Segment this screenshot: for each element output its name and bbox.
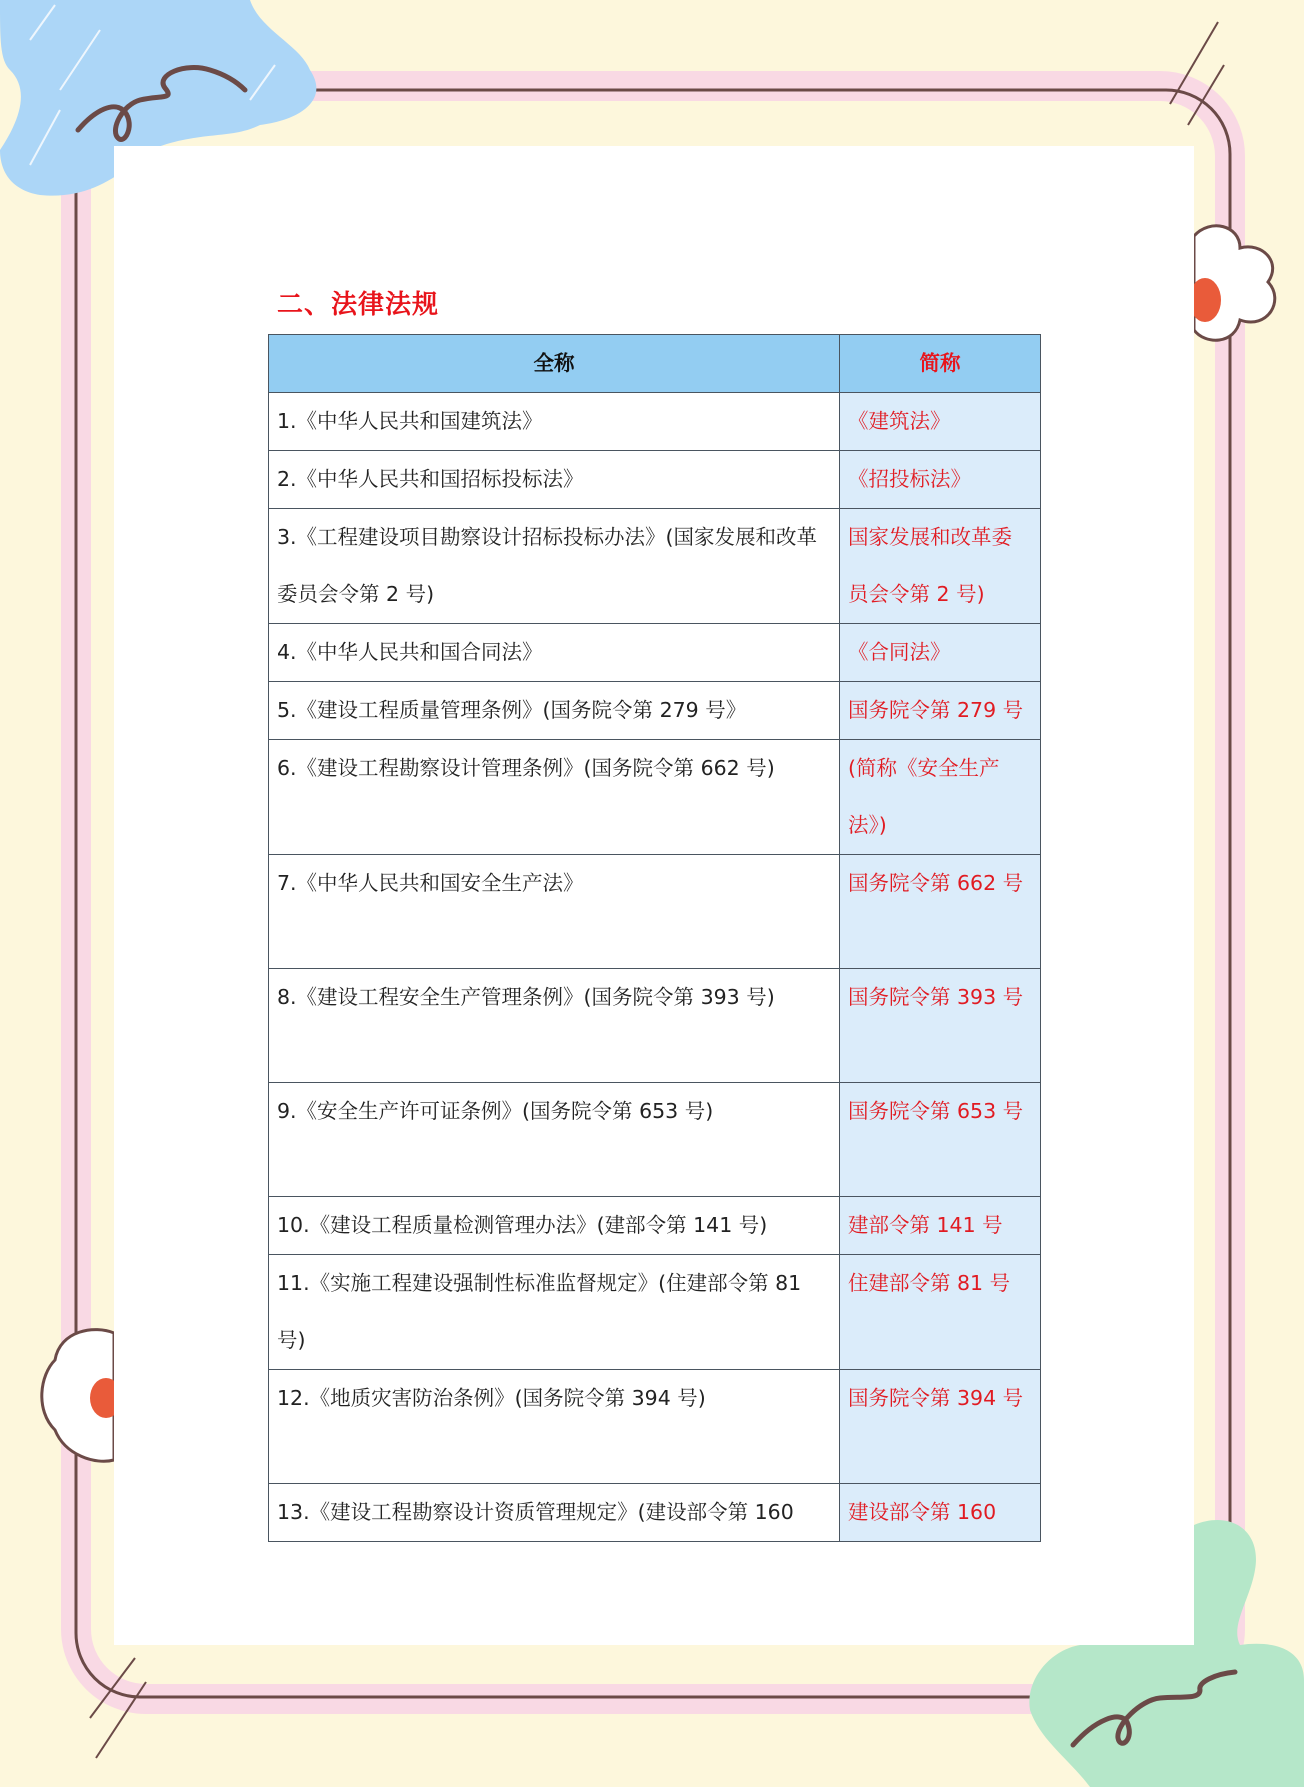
short-name-cell: 国家发展和改革委员会令第 2 号) — [840, 509, 1041, 624]
table-header-row — [269, 335, 1041, 393]
table-row — [269, 969, 1041, 1083]
short-name-cell: 国务院令第 653 号 — [840, 1083, 1041, 1197]
short-name-cell: 建设部令第 160 — [840, 1484, 1041, 1542]
table-row — [269, 1083, 1041, 1197]
header-full-name: 全称 — [269, 335, 840, 393]
header-short-name: 简称 — [840, 335, 1041, 393]
full-name-cell: 3.《工程建设项目勘察设计招标投标办法》(国家发展和改革委员会令第 2 号) — [269, 509, 840, 624]
full-name-cell: 8.《建设工程安全生产管理条例》(国务院令第 393 号) — [269, 969, 840, 1083]
short-name-cell: 《合同法》 — [840, 624, 1041, 682]
full-name-cell: 12.《地质灾害防治条例》(国务院令第 394 号) — [269, 1370, 840, 1484]
short-name-cell: 《建筑法》 — [840, 393, 1041, 451]
full-name-cell: 7.《中华人民共和国安全生产法》 — [269, 855, 840, 969]
short-name-cell: 建部令第 141 号 — [840, 1197, 1041, 1255]
table-row — [269, 682, 1041, 740]
section-title: 二、法律法规 — [277, 290, 440, 320]
short-name-cell: 住建部令第 81 号 — [840, 1255, 1041, 1370]
short-name-cell: 国务院令第 393 号 — [840, 969, 1041, 1083]
short-name-cell: 国务院令第 394 号 — [840, 1370, 1041, 1484]
full-name-cell: 1.《中华人民共和国建筑法》 — [269, 393, 840, 451]
full-name-cell: 9.《安全生产许可证条例》(国务院令第 653 号) — [269, 1083, 840, 1197]
table-row — [269, 740, 1041, 855]
table-row — [269, 451, 1041, 509]
laws-table — [268, 334, 1041, 1542]
short-name-cell: 《招投标法》 — [840, 451, 1041, 509]
short-name-cell: 国务院令第 279 号 — [840, 682, 1041, 740]
full-name-cell: 10.《建设工程质量检测管理办法》(建部令第 141 号) — [269, 1197, 840, 1255]
full-name-cell: 4.《中华人民共和国合同法》 — [269, 624, 840, 682]
short-name-cell: (简称《安全生产法》) — [840, 740, 1041, 855]
full-name-cell: 6.《建设工程勘察设计管理条例》(国务院令第 662 号) — [269, 740, 840, 855]
full-name-cell: 2.《中华人民共和国招标投标法》 — [269, 451, 840, 509]
table-row — [269, 1370, 1041, 1484]
full-name-cell: 11.《实施工程建设强制性标准监督规定》(住建部令第 81 号) — [269, 1255, 840, 1370]
table-row — [269, 855, 1041, 969]
table-row — [269, 1255, 1041, 1370]
table-row — [269, 1197, 1041, 1255]
table-row — [269, 624, 1041, 682]
table-row — [269, 1484, 1041, 1542]
full-name-cell: 5.《建设工程质量管理条例》(国务院令第 279 号》 — [269, 682, 840, 740]
table-row — [269, 509, 1041, 624]
flower-right-icon — [1189, 226, 1275, 340]
short-name-cell: 国务院令第 662 号 — [840, 855, 1041, 969]
flower-left-icon — [42, 1330, 122, 1462]
full-name-cell: 13.《建设工程勘察设计资质管理规定》(建设部令第 160 — [269, 1484, 840, 1542]
table-row — [269, 393, 1041, 451]
